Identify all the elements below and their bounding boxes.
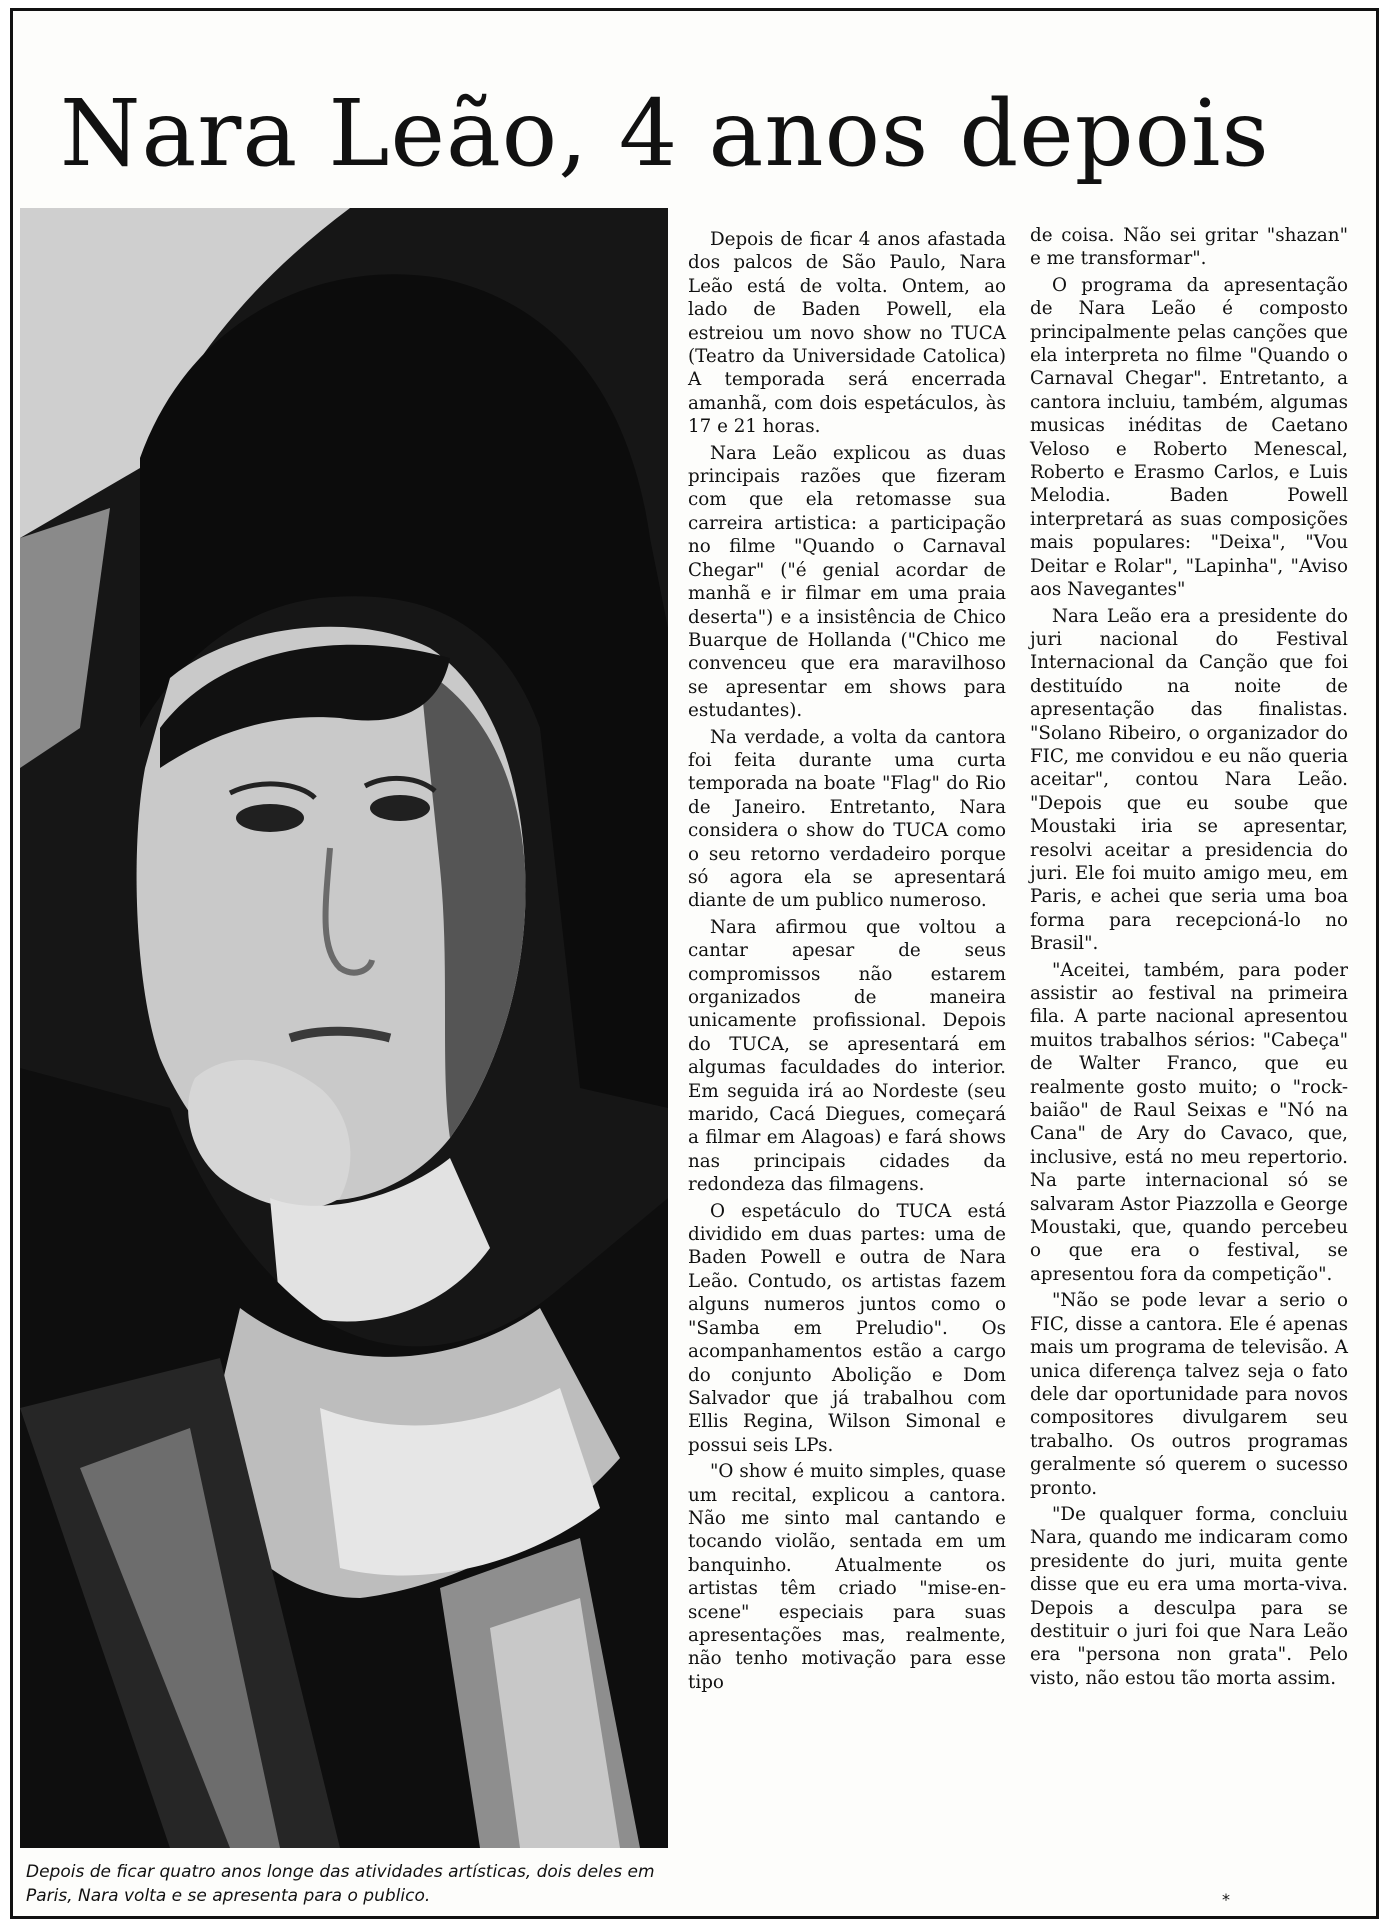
article-column-2 <box>1030 224 1348 1693</box>
paragraph: "Não se pode levar a serio o FIC, disse a cantora. Ele é apenas mais um programa de televisão. A unica diferença talvez seja o fato dele dar oportunidade para novos compositores divulgarem seu trabalho. Os outros programas geralmente só querem o sucesso pronto. <box>1030 1290 1348 1499</box>
paragraph: "Aceitei, também, para poder assistir ao festival na primeira fila. A parte nacional apresentou muitos trabalhos sérios: "Cabeça" de Walter Franco, que eu realmente gosto muito; o "rock-baião" de Raul Seixas e "Nó na Cana" de Ary do Cavaco, que, inclusive, está no meu repertorio. Na parte internacional só se salvaram Astor Piazzolla e George Moustaki, que, quando percebeu o que era o festival, se apresentou fora da competição". <box>1030 959 1348 1285</box>
paragraph: O programa da apresentação de Nara Leão é composto principalmente pelas canções que ela interpreta no filme "Quando o Carnaval Chegar". Entretanto, a cantora incluiu, também, algumas musicas inéditas de Caetano Veloso e Roberto Menescal, Roberto e Erasmo Carlos, e Luis Melodia. Baden Powell interpretará as suas composições mais populares: "Deixa", "Vou Deitar e Rolar", "Lapinha", "Aviso aos Navegantes" <box>1030 274 1348 601</box>
paragraph: "De qualquer forma, concluiu Nara, quando me indicaram como presidente do juri, muita gente disse que eu era uma morta-viva. Depois a desculpa para se destituir o juri foi que Nara Leão era "persona non grata". Pelo visto, não estou tão morta assim. <box>1030 1503 1348 1689</box>
paragraph-continuation: de coisa. Não sei gritar "shazan" e me transformar". <box>1030 225 1348 270</box>
paragraph: Depois de ficar 4 anos afastada dos palcos de São Paulo, Nara Leão está de volta. Ontem, ao lado de Baden Powell, ela estreiou um novo show no TUCA (Teatro da Universidade Catolica) A temporada será encerrada amanhã, com dois espetáculos, às 17 e 21 horas. <box>688 229 1006 438</box>
end-mark: * <box>1222 1890 1230 1909</box>
headline: Nara Leão, 4 anos depois <box>60 80 1270 187</box>
article-column-1 <box>688 228 1006 1697</box>
paragraph: Na verdade, a volta da cantora foi feita durante uma curta temporada na boate "Flag" do Rio de Janeiro. Entretanto, Nara considera o show do TUCA como o seu retorno verdadeiro porque só agora ela se apresentará diante de um publico numeroso. <box>688 726 1006 912</box>
paragraph: O espetáculo do TUCA está dividido em duas partes: uma de Baden Powell e outra de Nara Leão. Contudo, os artistas fazem alguns numeros juntos como o "Samba em Preludio". Os acompanhamentos estão a cargo do conjunto Abolição e Dom Salvador que já trabalhou com Ellis Regina, Wilson Simonal e possui seis LPs. <box>688 1200 1006 1456</box>
portrait-photo <box>20 208 668 1848</box>
paragraph: Nara afirmou que voltou a cantar apesar de seus compromissos não estarem organizados de maneira unicamente profissional. Depois do TUCA, se apresentará em algumas faculdades do interior. Em seguida irá ao Nordeste (seu marido, Cacá Diegues, começará a filmar em Alagoas) e fará shows nas principais cidades da redondeza das filmagens. <box>688 916 1006 1196</box>
paragraph: Nara Leão explicou as duas principais razões que fizeram com que ela retomasse sua carreira artistica: a participação no filme "Quando o Carnaval Chegar" ("é genial acordar de manhã e ir filmar em uma praia deserta") e a insistência de Chico Buarque de Hollanda ("Chico me convenceu que era maravilhoso se apresentar em shows para estudantes). <box>688 442 1006 722</box>
paragraph: "O show é muito simples, quase um recital, explicou a cantora. Não me sinto mal cantando e tocando violão, sentada em um banquinho. Atualmente os artistas têm criado "mise-en-scene" especiais para suas apresentações mas, realmente, não tenho motivação para esse tipo <box>688 1461 1006 1693</box>
photo-caption: Depois de ficar quatro anos longe das atividades artísticas, dois deles em Paris, Nara volta e se apresenta para o publico. <box>26 1862 655 1906</box>
paragraph: Nara Leão era a presidente do juri nacional do Festival Internacional da Canção que foi destituído na noite de apresentação das finalistas. "Solano Ribeiro, o organizador do FIC, me convidou e eu não queria aceitar", contou Nara Leão. "Depois que eu soube que Moustaki iria se apresentar, resolvi aceitar a presidencia do juri. Ele foi muito amigo meu, em Paris, e achei que seria uma boa forma para recepcioná-lo no Brasil". <box>1030 605 1348 955</box>
